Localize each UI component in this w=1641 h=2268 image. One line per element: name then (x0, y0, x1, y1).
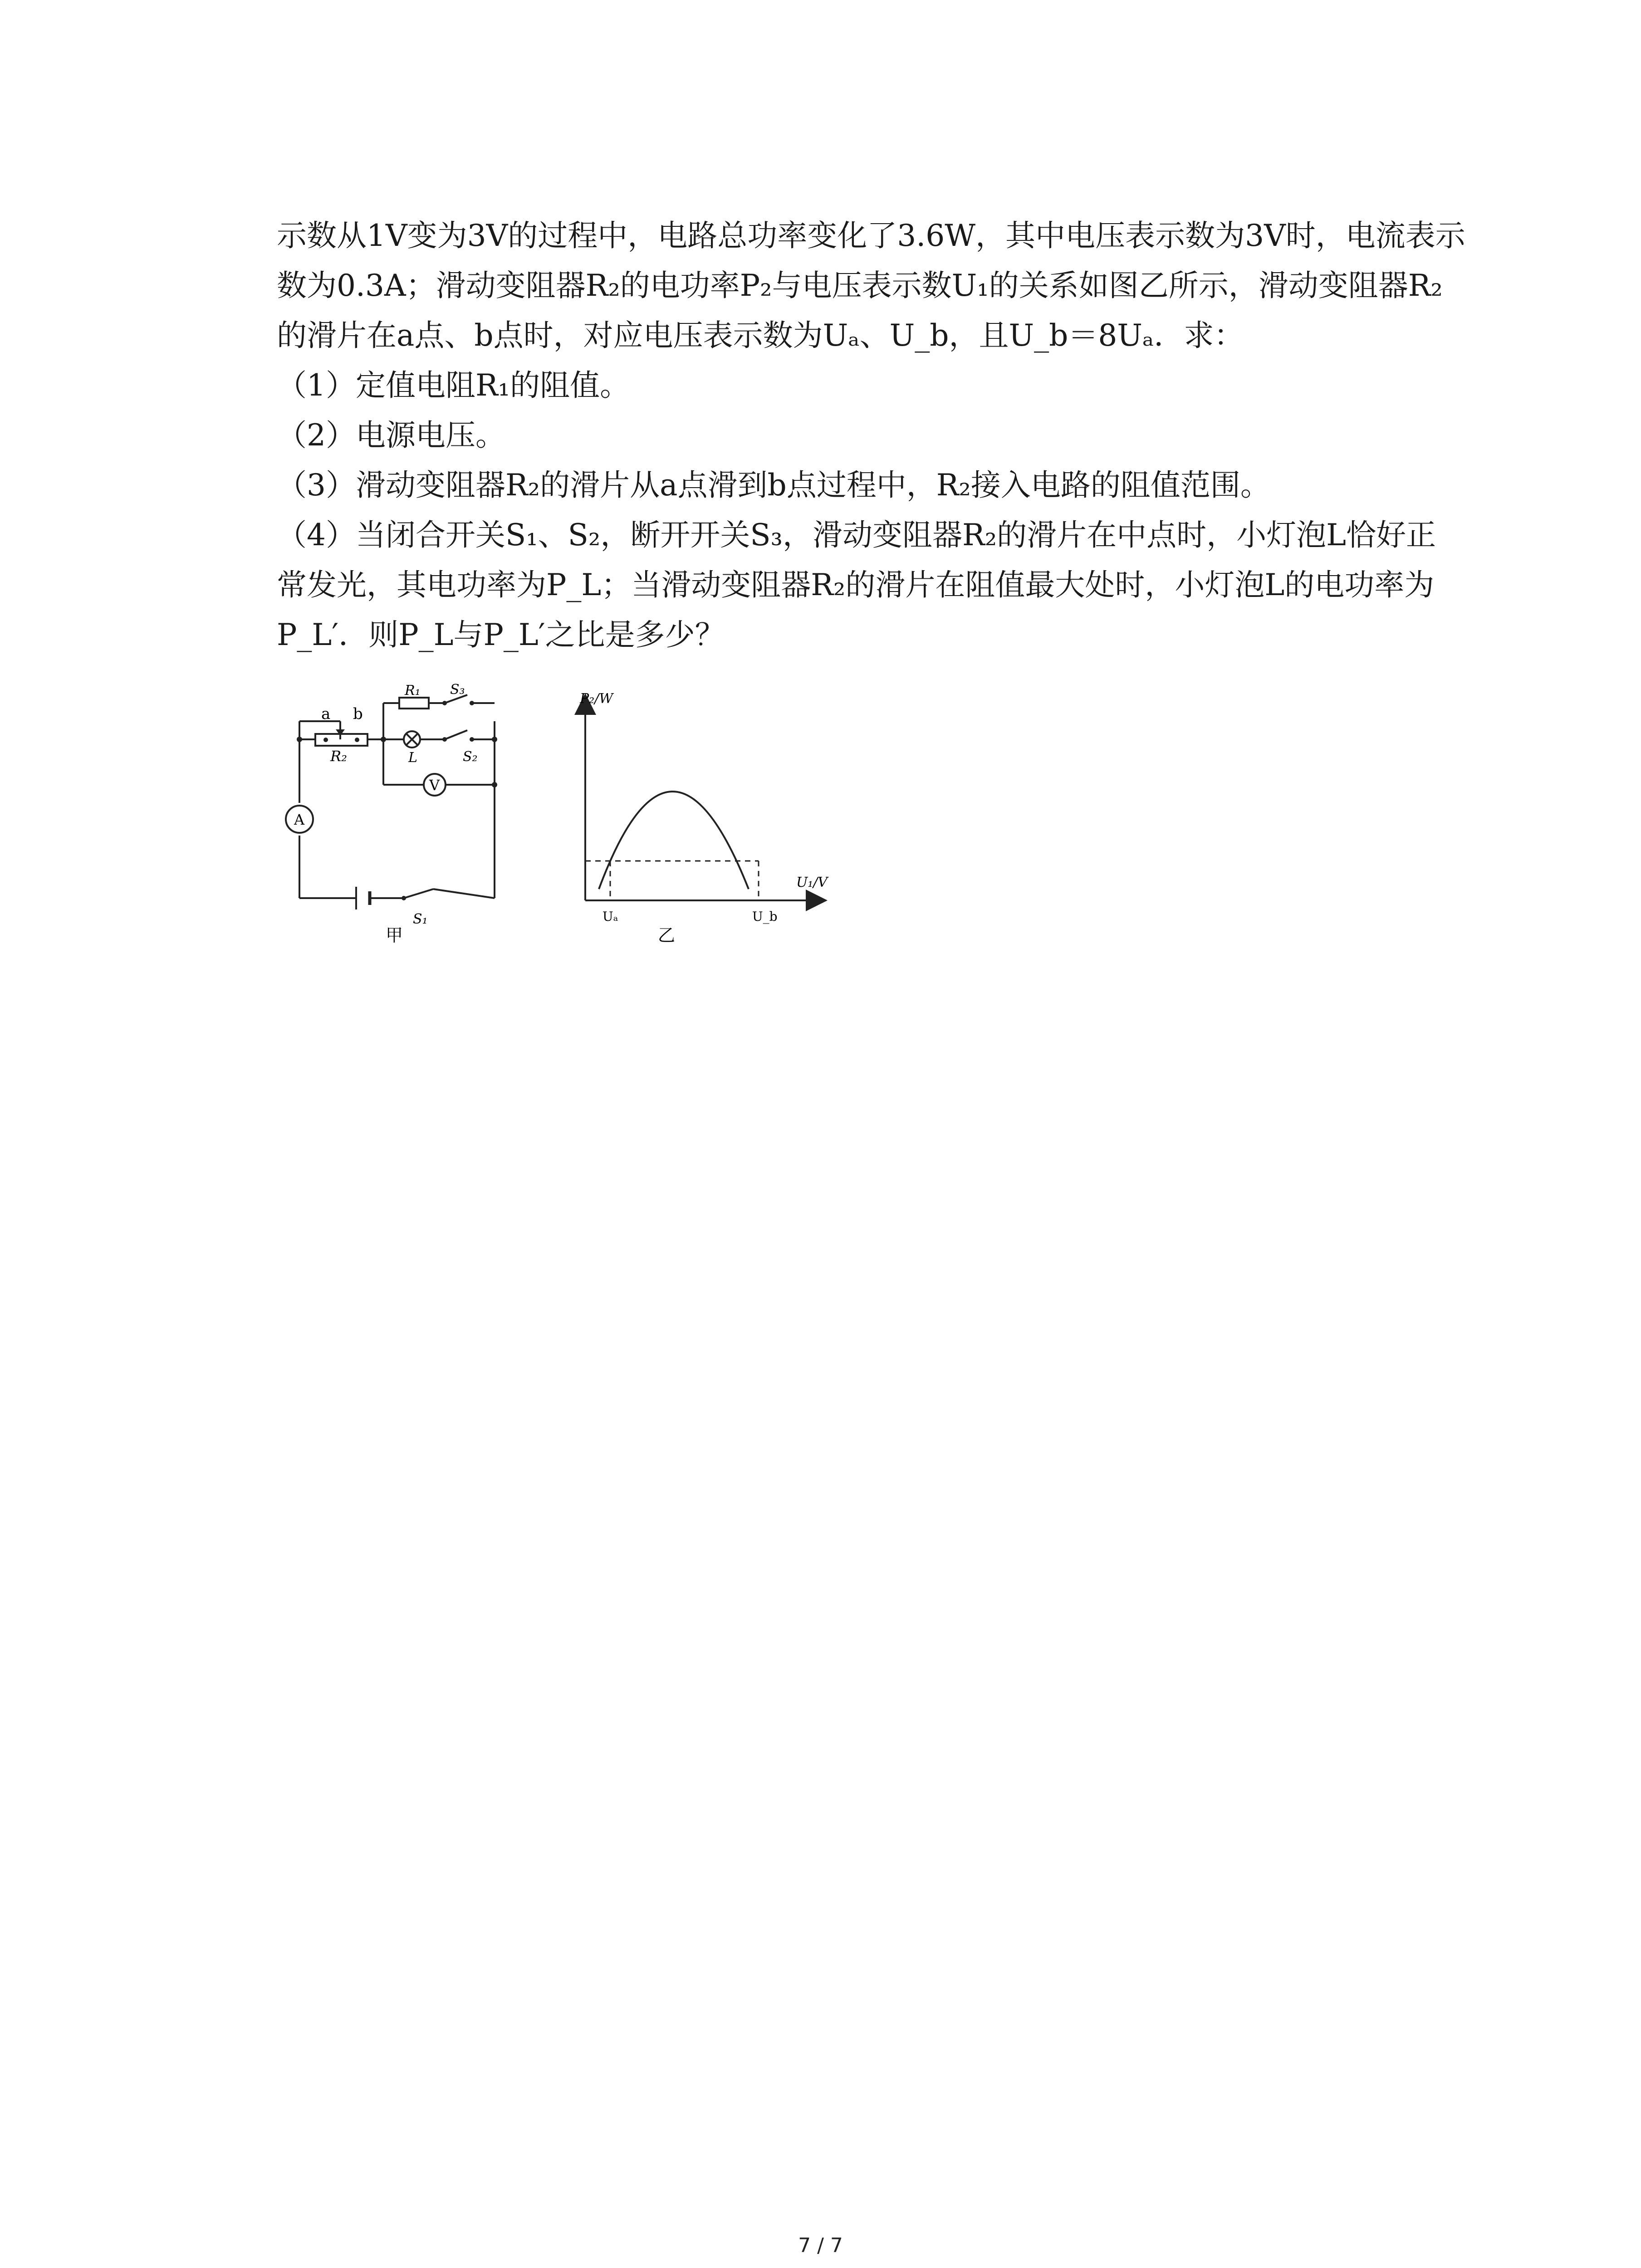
label-s1: S₁ (413, 911, 428, 927)
problem-text (277, 213, 1465, 662)
problem-line: 数为0.3A；滑动变阻器R₂的电功率P₂与电压表示数U₁的关系如图乙所示，滑动变阻器R₂ (277, 268, 1443, 303)
y-axis-label: P₂/W (580, 691, 613, 707)
caption-jia: 甲 (386, 925, 403, 945)
label-r2: R₂ (330, 748, 347, 765)
label-s3: S₃ (450, 682, 465, 698)
circuit-diagram (272, 682, 526, 945)
question-1: （1）定值电阻R₁的阻值。 (277, 368, 630, 403)
label-a-meter: A (294, 811, 305, 828)
label-r1: R₁ (405, 683, 421, 699)
problem-line: 的滑片在a点、b点时，对应电压表示数为Uₐ、U_b，且U_b＝8Uₐ．求： (277, 318, 1244, 353)
page-number: 7 / 7 (798, 2234, 843, 2257)
question-2: （2）电源电压。 (277, 418, 505, 453)
question-4: （4）当闭合开关S₁、S₂，断开开关S₃，滑动变阻器R₂的滑片在中点时，小灯泡L恰好正 (277, 518, 1436, 552)
caption-yi: 乙 (658, 925, 676, 945)
label-a: a (321, 705, 331, 723)
tick-ub: U_b (752, 909, 778, 924)
p2-curve (599, 792, 749, 889)
question-3: （3）滑动变阻器R₂的滑片从a点滑到b点过程中，R₂接入电路的阻值范围。 (277, 468, 1270, 503)
label-b: b (353, 705, 363, 723)
problem-line: 示数从1V变为3V的过程中，电路总功率变化了3.6W，其中电压表示数为3V时，电流表示 (277, 218, 1465, 253)
power-voltage-graph (563, 691, 844, 945)
figures (272, 682, 907, 948)
label-v: V (429, 777, 440, 794)
problem-line: 常发光，其电功率为P_L；当滑动变阻器R₂的滑片在阻值最大处时，小灯泡L的电功率为 (277, 567, 1435, 602)
problem-line: P_L′．则P_L与P_L′之比是多少？ (277, 617, 725, 652)
label-s2: S₂ (463, 749, 478, 765)
tick-ua: Uₐ (603, 909, 618, 924)
label-l: L (408, 750, 417, 766)
x-axis-label: U₁/V (796, 875, 828, 890)
